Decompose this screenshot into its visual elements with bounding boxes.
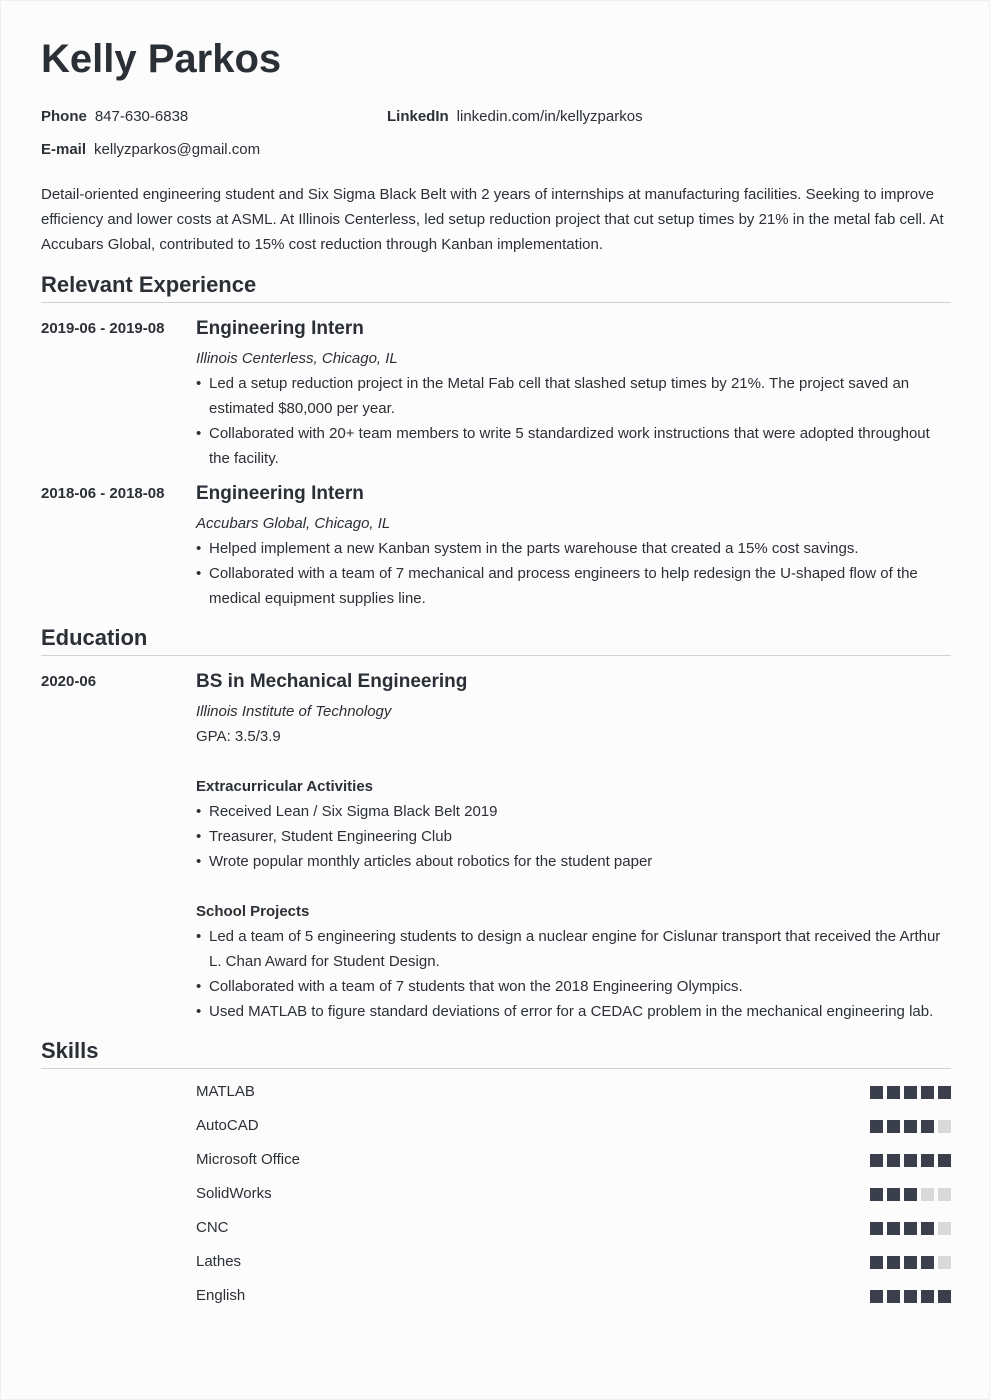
skill-level-square [904,1154,917,1167]
contact-email [41,141,260,158]
skill-level-square [904,1222,917,1235]
list-item: • Received Lean / Six Sigma Black Belt 2019 [196,799,951,824]
skill-level-square [904,1256,917,1269]
skill-level-square [887,1154,900,1167]
phone-label: Phone [41,108,87,125]
skill-level-indicator [870,1120,951,1133]
skill-level-square [887,1290,900,1303]
skill-name: Lathes [196,1253,242,1270]
list-item: • Collaborated with 20+ team members to write 5 standardized work instructions that were adopted throughout the facility. [196,421,951,471]
skill-level-indicator [870,1086,951,1099]
skill-level-square [921,1222,934,1235]
skill-name: English [196,1287,246,1304]
job-2 [196,482,951,611]
skill-level-indicator [870,1188,951,1201]
extracurricular-list [196,799,951,874]
bullet-icon: • [196,540,202,557]
job-1-org: Illinois Centerless, Chicago, IL [196,350,398,367]
skill-row [196,1252,951,1272]
skill-level-square [938,1222,951,1235]
section-title-education: Education [41,625,951,656]
skill-level-indicator [870,1222,951,1235]
skill-level-square [870,1188,883,1201]
skill-row [196,1150,951,1170]
skill-level-square [887,1256,900,1269]
phone-value: 847-630-6838 [94,108,189,125]
job-1-bullets [196,371,951,471]
skill-level-square [938,1086,951,1099]
skill-level-square [870,1086,883,1099]
skill-name: CNC [196,1219,229,1236]
list-item: • Collaborated with a team of 7 students that won the 2018 Engineering Olympics. [196,974,951,999]
bullet-icon: • [196,828,202,845]
bullet-icon: • [196,375,202,392]
skill-level-square [938,1120,951,1133]
skill-level-square [887,1222,900,1235]
bullet-icon: • [196,853,202,870]
summary-paragraph: Detail-oriented engineering student and Six Sigma Black Belt with 2 years of internships at manufacturing facilities. Seeking to improve efficiency and lower costs at ASML. At Illinois Centerless, led setup reduction project that cut setup times by 21% in the metal fab cell. At Accubars Global, contributed to 15% cost reduction through Kanban implementation. [41,186,944,253]
job-1-dates: 2019-06 - 2019-08 [41,320,165,337]
projects-list [196,924,951,1024]
skill-level-square [887,1120,900,1133]
skill-level-square [904,1188,917,1201]
bullet-icon: • [196,565,202,582]
skill-row [196,1116,951,1136]
job-1 [196,317,951,471]
skill-level-indicator [870,1256,951,1269]
skill-level-square [938,1290,951,1303]
skill-level-square [870,1222,883,1235]
resume-page [1,1,989,1399]
skill-level-square [870,1290,883,1303]
candidate-name: Kelly Parkos [41,37,282,81]
gpa-text: GPA: 3.5/3.9 [196,728,281,745]
job-2-dates: 2018-06 - 2018-08 [41,485,165,502]
email-link[interactable]: kellyzparkos@gmail.com [94,141,261,158]
list-item: • Used MATLAB to figure standard deviations of error for a CEDAC problem in the mechanical engineering lab. [196,999,951,1024]
list-item: • Treasurer, Student Engineering Club [196,824,951,849]
skill-row [196,1286,951,1306]
skill-level-square [921,1154,934,1167]
skill-level-square [938,1188,951,1201]
linkedin-label: LinkedIn [387,108,449,125]
job-2-bullets [196,536,951,611]
skill-level-square [887,1086,900,1099]
email-label: E-mail [41,141,87,158]
bullet-icon: • [196,978,202,995]
list-item: • Led a setup reduction project in the Metal Fab cell that slashed setup times by 21%. The project saved an estimated $80,000 per year. [196,371,951,421]
skill-level-square [904,1120,917,1133]
skill-level-square [870,1154,883,1167]
skill-name: MATLAB [196,1083,255,1100]
skill-name: SolidWorks [196,1185,272,1202]
skill-level-square [870,1256,883,1269]
spacer [196,749,951,774]
list-item: • Collaborated with a team of 7 mechanical and process engineers to help redesign the U-shaped flow of the medical equipment supplies line. [196,561,951,611]
linkedin-link[interactable]: linkedin.com/in/kellyzparkos [456,108,643,125]
skill-row [196,1082,951,1102]
job-2-org: Accubars Global, Chicago, IL [196,515,391,532]
bullet-icon: • [196,425,202,442]
projects-heading: School Projects [196,903,310,920]
education-entry [196,670,951,1024]
skill-level-square [887,1188,900,1201]
skill-level-indicator [870,1290,951,1303]
bullet-icon: • [196,803,202,820]
spacer [196,874,951,899]
skill-level-square [921,1290,934,1303]
skill-level-square [904,1086,917,1099]
skill-row [196,1218,951,1238]
education-date: 2020-06 [41,673,97,690]
job-2-title: Engineering Intern [196,483,364,504]
contact-phone [41,108,188,125]
skill-level-square [921,1188,934,1201]
list-item: • Wrote popular monthly articles about robotics for the student paper [196,849,951,874]
list-item: • Led a team of 5 engineering students to design a nuclear engine for Cislunar transport that received the Arthur L. Chan Award for Student Design. [196,924,951,974]
contact-linkedin [387,108,643,125]
skill-level-square [870,1120,883,1133]
skill-level-square [938,1256,951,1269]
section-title-skills: Skills [41,1038,951,1069]
extracurricular-heading: Extracurricular Activities [196,778,374,795]
skill-level-square [921,1086,934,1099]
section-title-experience: Relevant Experience [41,272,951,303]
skill-level-square [938,1154,951,1167]
skill-level-indicator [870,1154,951,1167]
skill-row [196,1184,951,1204]
skill-name: Microsoft Office [196,1151,300,1168]
bullet-icon: • [196,1003,202,1020]
list-item: • Helped implement a new Kanban system in the parts warehouse that created a 15% cost savings. [196,536,951,561]
skill-level-square [921,1256,934,1269]
degree-title: BS in Mechanical Engineering [196,671,468,692]
bullet-icon: • [196,928,202,945]
skill-level-square [921,1120,934,1133]
job-1-title: Engineering Intern [196,318,364,339]
school-name: Illinois Institute of Technology [196,703,392,720]
skill-level-square [904,1290,917,1303]
skill-name: AutoCAD [196,1117,259,1134]
